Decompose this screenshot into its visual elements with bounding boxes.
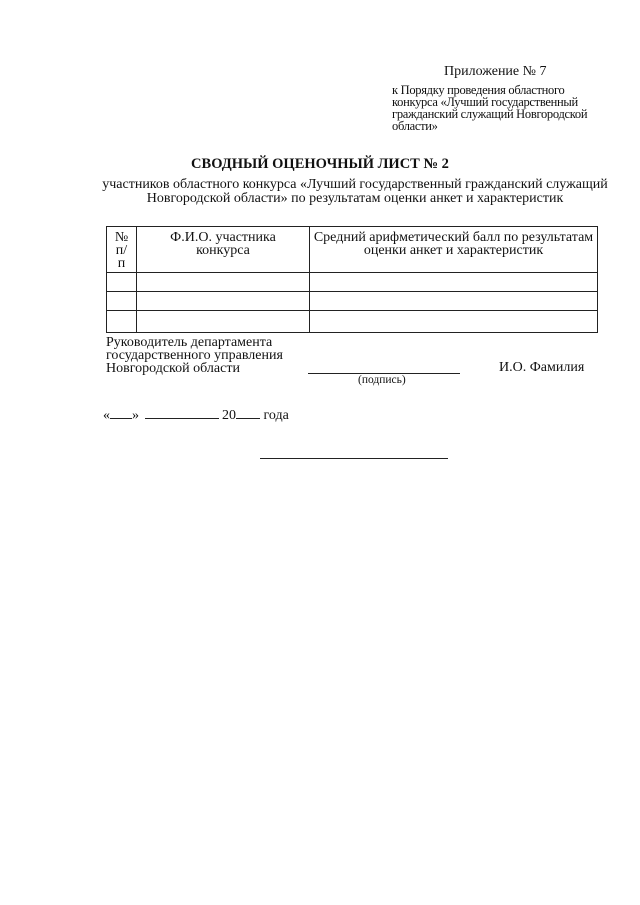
end-divider	[260, 458, 448, 459]
table-cell	[107, 273, 137, 292]
table-cell	[310, 311, 598, 333]
document-subtitle: участников областного конкурса «Лучший государственный гражданский служащий Новгородской области» по результатам оценки анкет и характеристик	[102, 177, 608, 206]
column-header-score: Средний арифметический балл по результатам оценки анкет и характеристик	[310, 227, 598, 273]
table-cell	[137, 273, 310, 292]
appendix-title: Приложение № 7	[444, 64, 547, 79]
table-header-row	[107, 227, 598, 273]
signatory-position: Руководитель департамента государственного управления Новгородской области	[106, 335, 283, 376]
table-cell	[137, 292, 310, 311]
column-header-number: № п/п	[107, 227, 137, 273]
day-blank	[110, 406, 132, 419]
year-prefix: 20	[222, 408, 236, 423]
results-table	[106, 226, 598, 333]
year-blank	[236, 406, 260, 419]
appendix-note: к Порядку проведения областного конкурса «Лучший государственный гражданский служащий Новгородской области»	[392, 83, 588, 133]
table-cell	[310, 273, 598, 292]
date-open-quote: «	[103, 408, 110, 423]
table-row	[107, 311, 598, 333]
column-header-name: Ф.И.О. участника конкурса	[137, 227, 310, 273]
table-cell	[137, 311, 310, 333]
table-row	[107, 273, 598, 292]
table-cell	[107, 292, 137, 311]
table-row	[107, 292, 598, 311]
signatory-name: И.О. Фамилия	[499, 360, 585, 375]
document-title: СВОДНЫЙ ОЦЕНОЧНЫЙ ЛИСТ № 2	[191, 156, 449, 172]
month-blank	[145, 406, 219, 419]
date-close-quote: »	[132, 408, 139, 423]
signature-caption: (подпись)	[358, 374, 406, 386]
date-line	[103, 406, 289, 424]
table-cell	[107, 311, 137, 333]
year-suffix: года	[263, 408, 289, 423]
table-cell	[310, 292, 598, 311]
